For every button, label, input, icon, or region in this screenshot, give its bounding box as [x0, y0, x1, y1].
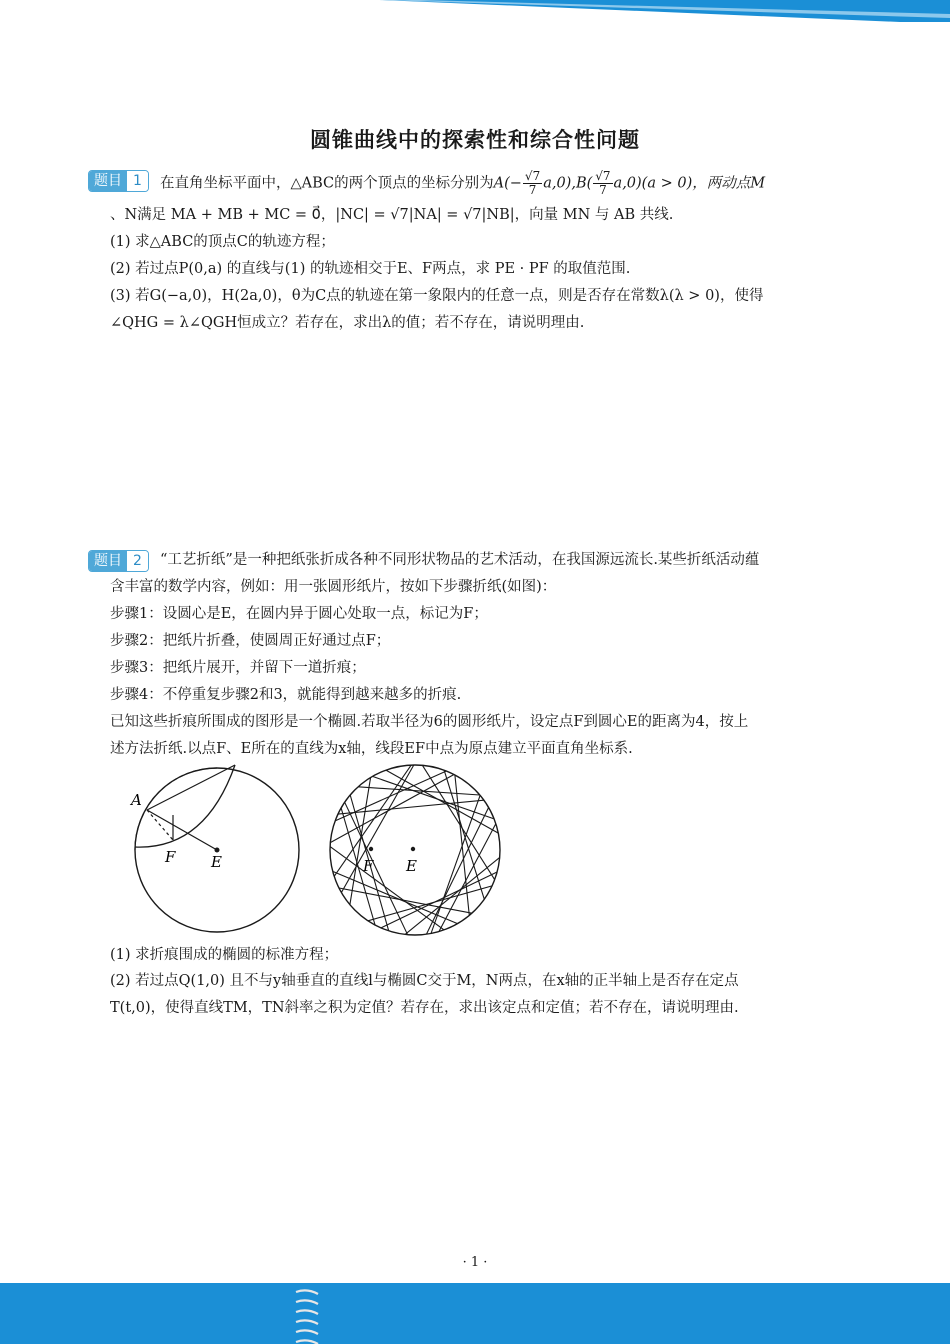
bottom-decor-bar — [0, 1283, 950, 1344]
crease-line — [330, 847, 444, 930]
frac-num: √7 — [524, 169, 541, 183]
dashed-segment — [147, 810, 173, 840]
problem-2-p2: 含丰富的数学内容，例如：用一张圆形纸片，按如下步骤折纸(如图)： — [110, 579, 557, 595]
problem-2-c2: 述方法折纸.以点F、E所在的直线为x轴，线段EF中点为原点建立平面直角坐标系. — [110, 741, 633, 757]
fraction — [593, 170, 612, 197]
problem-2-step-2: 步骤2：把纸片折叠，使圆周正好通过点F； — [110, 633, 391, 649]
point-b-pre: B( — [575, 175, 593, 192]
problem-2-q1: (1) 求折痕围成的椭圆的标准方程； — [110, 947, 339, 963]
creases-figure — [325, 760, 505, 940]
problem-1-q3a: (3) 若G(−a,0)，H(2a,0)，θ为C点的轨迹在第一象限内的任意一点，则是否存在常数λ(λ > 0)，使得 — [110, 288, 764, 304]
badge-label: 题目 — [89, 171, 127, 191]
label-a: A — [131, 791, 142, 809]
frac-den: 7 — [528, 183, 537, 197]
problem-1-line-2: 、N满足 MA + MB + MC = 0⃗，|NC| = √7|NA| = √7|NB|，向量 MN 与 AB 共线. — [110, 207, 674, 223]
top-decor-bar — [0, 0, 950, 22]
point-a-post: a,0), — [543, 175, 576, 192]
fraction — [523, 170, 542, 197]
center-point — [215, 848, 220, 853]
point-a-pre: A(− — [493, 175, 522, 192]
label-f: F — [363, 857, 374, 875]
crease-line — [422, 765, 494, 879]
problem-1-badge — [88, 170, 149, 192]
crease-line — [381, 872, 497, 928]
problem-2-step-1: 步骤1：设圆心是E，在圆内异于圆心处取一点，标记为F； — [110, 606, 488, 622]
problem-2-c1: 已知这些折痕所围成的图形是一个椭圆.若取半径为6的圆形纸片，设定点F到圆心E的距离为4，按上 — [110, 714, 749, 730]
frac-num: √7 — [595, 169, 611, 183]
label-e: E — [406, 857, 417, 875]
problem-2-step-4: 步骤4：不停重复步骤2和3，就能得到越来越多的折痕. — [110, 687, 462, 703]
crease-line — [341, 765, 413, 893]
problem-1-q3b: ∠QHG = λ∠QGH恒成立？若存在，求出λ的值；若不存在，请说明理由. — [110, 315, 585, 331]
focus-f — [369, 847, 373, 851]
problem-1-line-1 — [160, 170, 765, 197]
problem-1-q2: (2) 若过点P(0,a) 的直线与(1) 的轨迹相交于E、F两点，求 PE · PF 的取值范围. — [110, 261, 631, 277]
folded-arc — [135, 765, 235, 847]
problem-2-p1: “工艺折纸”是一种把纸张折成各种不同形状物品的艺术活动，在我国源远流长.某些折纸活动蕴 — [160, 552, 760, 568]
frac-den: 7 — [599, 183, 607, 197]
problem-2-badge — [88, 550, 149, 572]
problem-2-q2a: (2) 若过点Q(1,0) 且不与y轴垂直的直线l与椭圆C交于M，N两点，在x轴的正半轴上是否存在定点 — [110, 973, 739, 989]
label-e: E — [211, 853, 222, 871]
problem-1-q1: (1) 求△ABC的顶点C的轨迹方程； — [110, 234, 335, 250]
crease-line — [439, 824, 496, 932]
fold-figure — [125, 755, 305, 935]
crease-line — [386, 770, 498, 833]
crease-line — [405, 857, 500, 934]
badge-label: 题目 — [89, 551, 127, 571]
crease-line — [345, 802, 408, 934]
spiral-binding-icon — [292, 1288, 322, 1344]
center-e — [411, 847, 415, 851]
point-b-post: a,0)(a > 0)，两动点M — [613, 175, 766, 192]
badge-number: 2 — [127, 551, 148, 571]
page-title: 圆锥曲线中的探索性和综合性问题 — [310, 128, 640, 152]
problem-2-step-3: 步骤3：把纸片展开，并留下一道折痕； — [110, 660, 366, 676]
badge-number: 1 — [127, 171, 148, 191]
page-number: · 1 · — [462, 1255, 488, 1270]
text: 在直角坐标平面中，△ABC的两个顶点的坐标分别为 — [160, 175, 494, 192]
crease-line — [426, 808, 488, 935]
crease-line — [339, 888, 472, 913]
problem-2-q2b: T(t,0)，使得直线TM，TN斜率之积为定值？若存在，求出该定点和定值；若不存在，请说明理由. — [110, 1000, 739, 1016]
label-f: F — [165, 848, 176, 866]
